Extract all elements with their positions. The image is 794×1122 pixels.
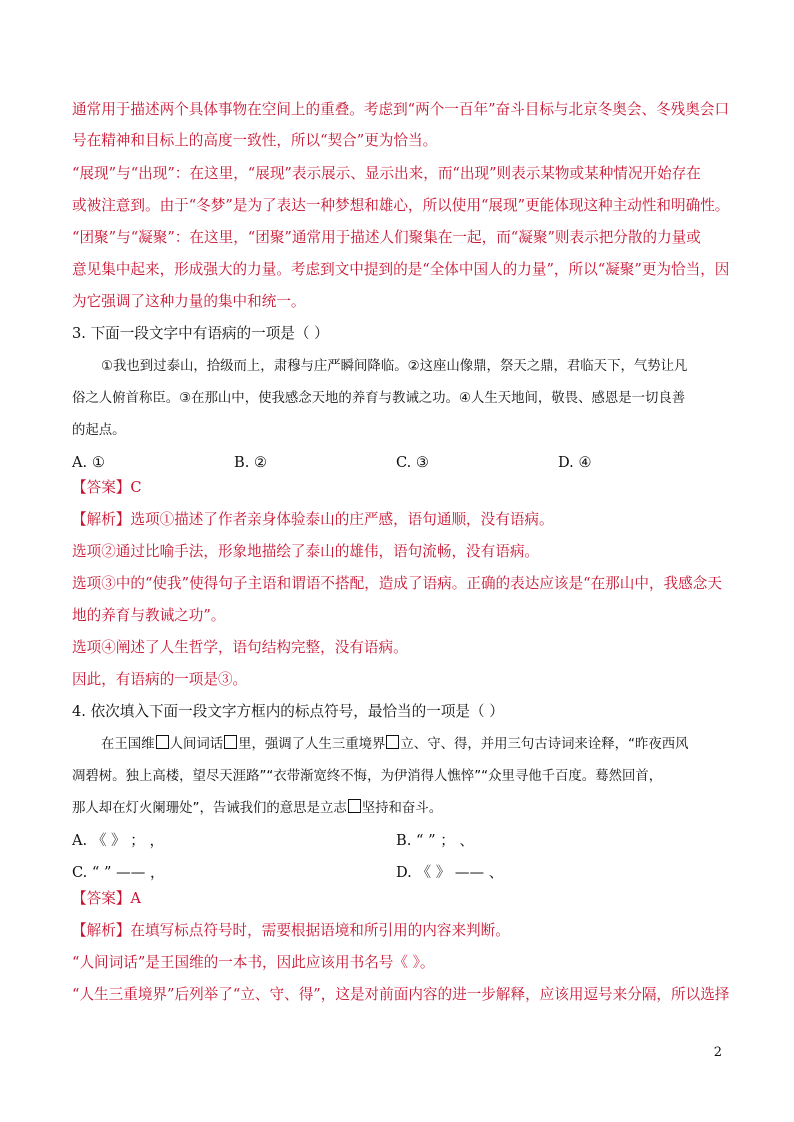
analysis-line: “人间词话”是王国维的一本书，因此应该用书名号《 》。: [72, 954, 435, 971]
analysis-line: 地的养育与教诫之功”。: [72, 607, 226, 624]
text-line: 号在精神和目标上的高度一致性，所以“契合”更为恰当。: [72, 132, 438, 149]
passage-fragment: 那人却在灯火阑珊处”，告诫我们的意思是立志: [72, 801, 347, 816]
passage-fragment: 在王国维: [101, 737, 155, 752]
analysis-line: “人生三重境界”后列举了“立、守、得”，这是对前面内容的进一步解释，应该用逗号来分隔，所以选择: [72, 986, 730, 1003]
analysis-line: 选项①描述了作者亲身体验泰山的庄严感，语句通顺，没有语病。: [130, 511, 554, 528]
question-3-option-d: D. ④: [558, 454, 592, 471]
text-line: 为它强调了这种力量的集中和统一。: [72, 293, 306, 310]
analysis-line: 在填写标点符号时，需要根据语境和所引用的内容来判断。: [130, 922, 510, 939]
passage-fragment: 人间词话: [169, 737, 224, 752]
analysis-label: 【解析】: [72, 922, 131, 939]
question-4-answer: [72, 889, 141, 909]
analysis-line: 因此，有语病的一项是③。: [72, 671, 248, 688]
blank-box: [386, 735, 399, 749]
text-line: 意见集中起来，形成强大的力量。考虑到文中提到的是“全体中国人的力量”，所以“凝聚”更为恰当，因: [72, 261, 730, 278]
answer-value: C: [130, 479, 142, 496]
question-3-passage-line: ①我也到过泰山，拾级而上，肃穆与庄严瞬间降临。②这座山像鼎，祭天之鼎，君临天下，气势让凡: [101, 359, 688, 374]
question-4-option-b: B. “ ” ； 、: [396, 832, 475, 849]
text-line: 通常用于描述两个具体事物在空间上的重叠。考虑到“两个一百年”奋斗目标与北京冬奥会、冬残奥会口: [72, 101, 730, 118]
question-4-passage-line: 凋碧树。独上高楼，望尽天涯路”“衣带渐宽终不悔，为伊消得人憔悴”“众里寻他千百度。蓦然回首，: [72, 769, 663, 784]
analysis-line: 选项③中的“使我”使得句子主语和谓语不搭配，造成了语病。正确的表达应该是“在那山中，我感念天: [72, 575, 722, 592]
text-line: “展现”与“出现”：在这里，“展现”表示展示、显示出来，而“出现”则表示某物或某种情况开始存在: [72, 165, 701, 182]
analysis-line: 选项④阐述了人生哲学，语句结构完整，没有语病。: [72, 639, 408, 656]
question-3-passage-line: 俗之人俯首称臣。③在那山中，使我感念天地的养育与教诫之功。④人生天地间，敬畏、感恩是一切良善: [72, 391, 686, 406]
passage-fragment: 里，强调了人生三重境界: [238, 737, 386, 752]
question-3-option-b: B. ②: [234, 454, 268, 471]
blank-box: [348, 799, 361, 813]
question-4-passage-line: [72, 799, 442, 819]
analysis-label: 【解析】: [72, 511, 131, 528]
question-4-option-d: D. 《 》 —— 、: [396, 864, 504, 881]
question-3-option-c: C. ③: [396, 454, 430, 471]
question-4-passage-line: [101, 735, 689, 755]
answer-value: A: [130, 890, 141, 907]
question-4-stem: 4. 依次填入下面一段文字方框内的标点符号，最恰当的一项是（ ）: [72, 703, 504, 720]
question-4-option-c: C. “ ” —— ，: [72, 864, 165, 881]
passage-fragment: 坚持和奋斗。: [361, 801, 443, 816]
question-4-analysis: [72, 921, 510, 941]
text-line: “团聚”与“凝聚”：在这里，“团聚”通常用于描述人们聚集在一起，而“凝聚”则表示把分散的力量或: [72, 229, 701, 246]
blank-box: [156, 735, 169, 749]
answer-label: 【答案】: [72, 890, 131, 907]
question-3-option-a: A. ①: [72, 454, 105, 471]
text-line: 或被注意到。由于“冬梦”是为了表达一种梦想和雄心，所以使用“展现”更能体现这种主动性和明确性。: [72, 197, 730, 214]
question-4-option-a: A. 《 》 ； ，: [72, 832, 165, 849]
page-number: 2: [713, 1045, 722, 1060]
question-3-answer: [72, 478, 142, 498]
question-3-passage-line: 的起点。: [72, 423, 126, 438]
blank-box: [224, 735, 237, 749]
question-3-analysis: [72, 510, 554, 530]
question-3-stem: 3. 下面一段文字中有语病的一项是（ ）: [72, 325, 329, 342]
passage-fragment: 立、守、得，并用三句古诗词来诠释，“昨夜西风: [400, 737, 689, 752]
analysis-line: 选项②通过比喻手法，形象地描绘了泰山的雄伟，语句流畅，没有语病。: [72, 543, 540, 560]
answer-label: 【答案】: [72, 479, 131, 496]
